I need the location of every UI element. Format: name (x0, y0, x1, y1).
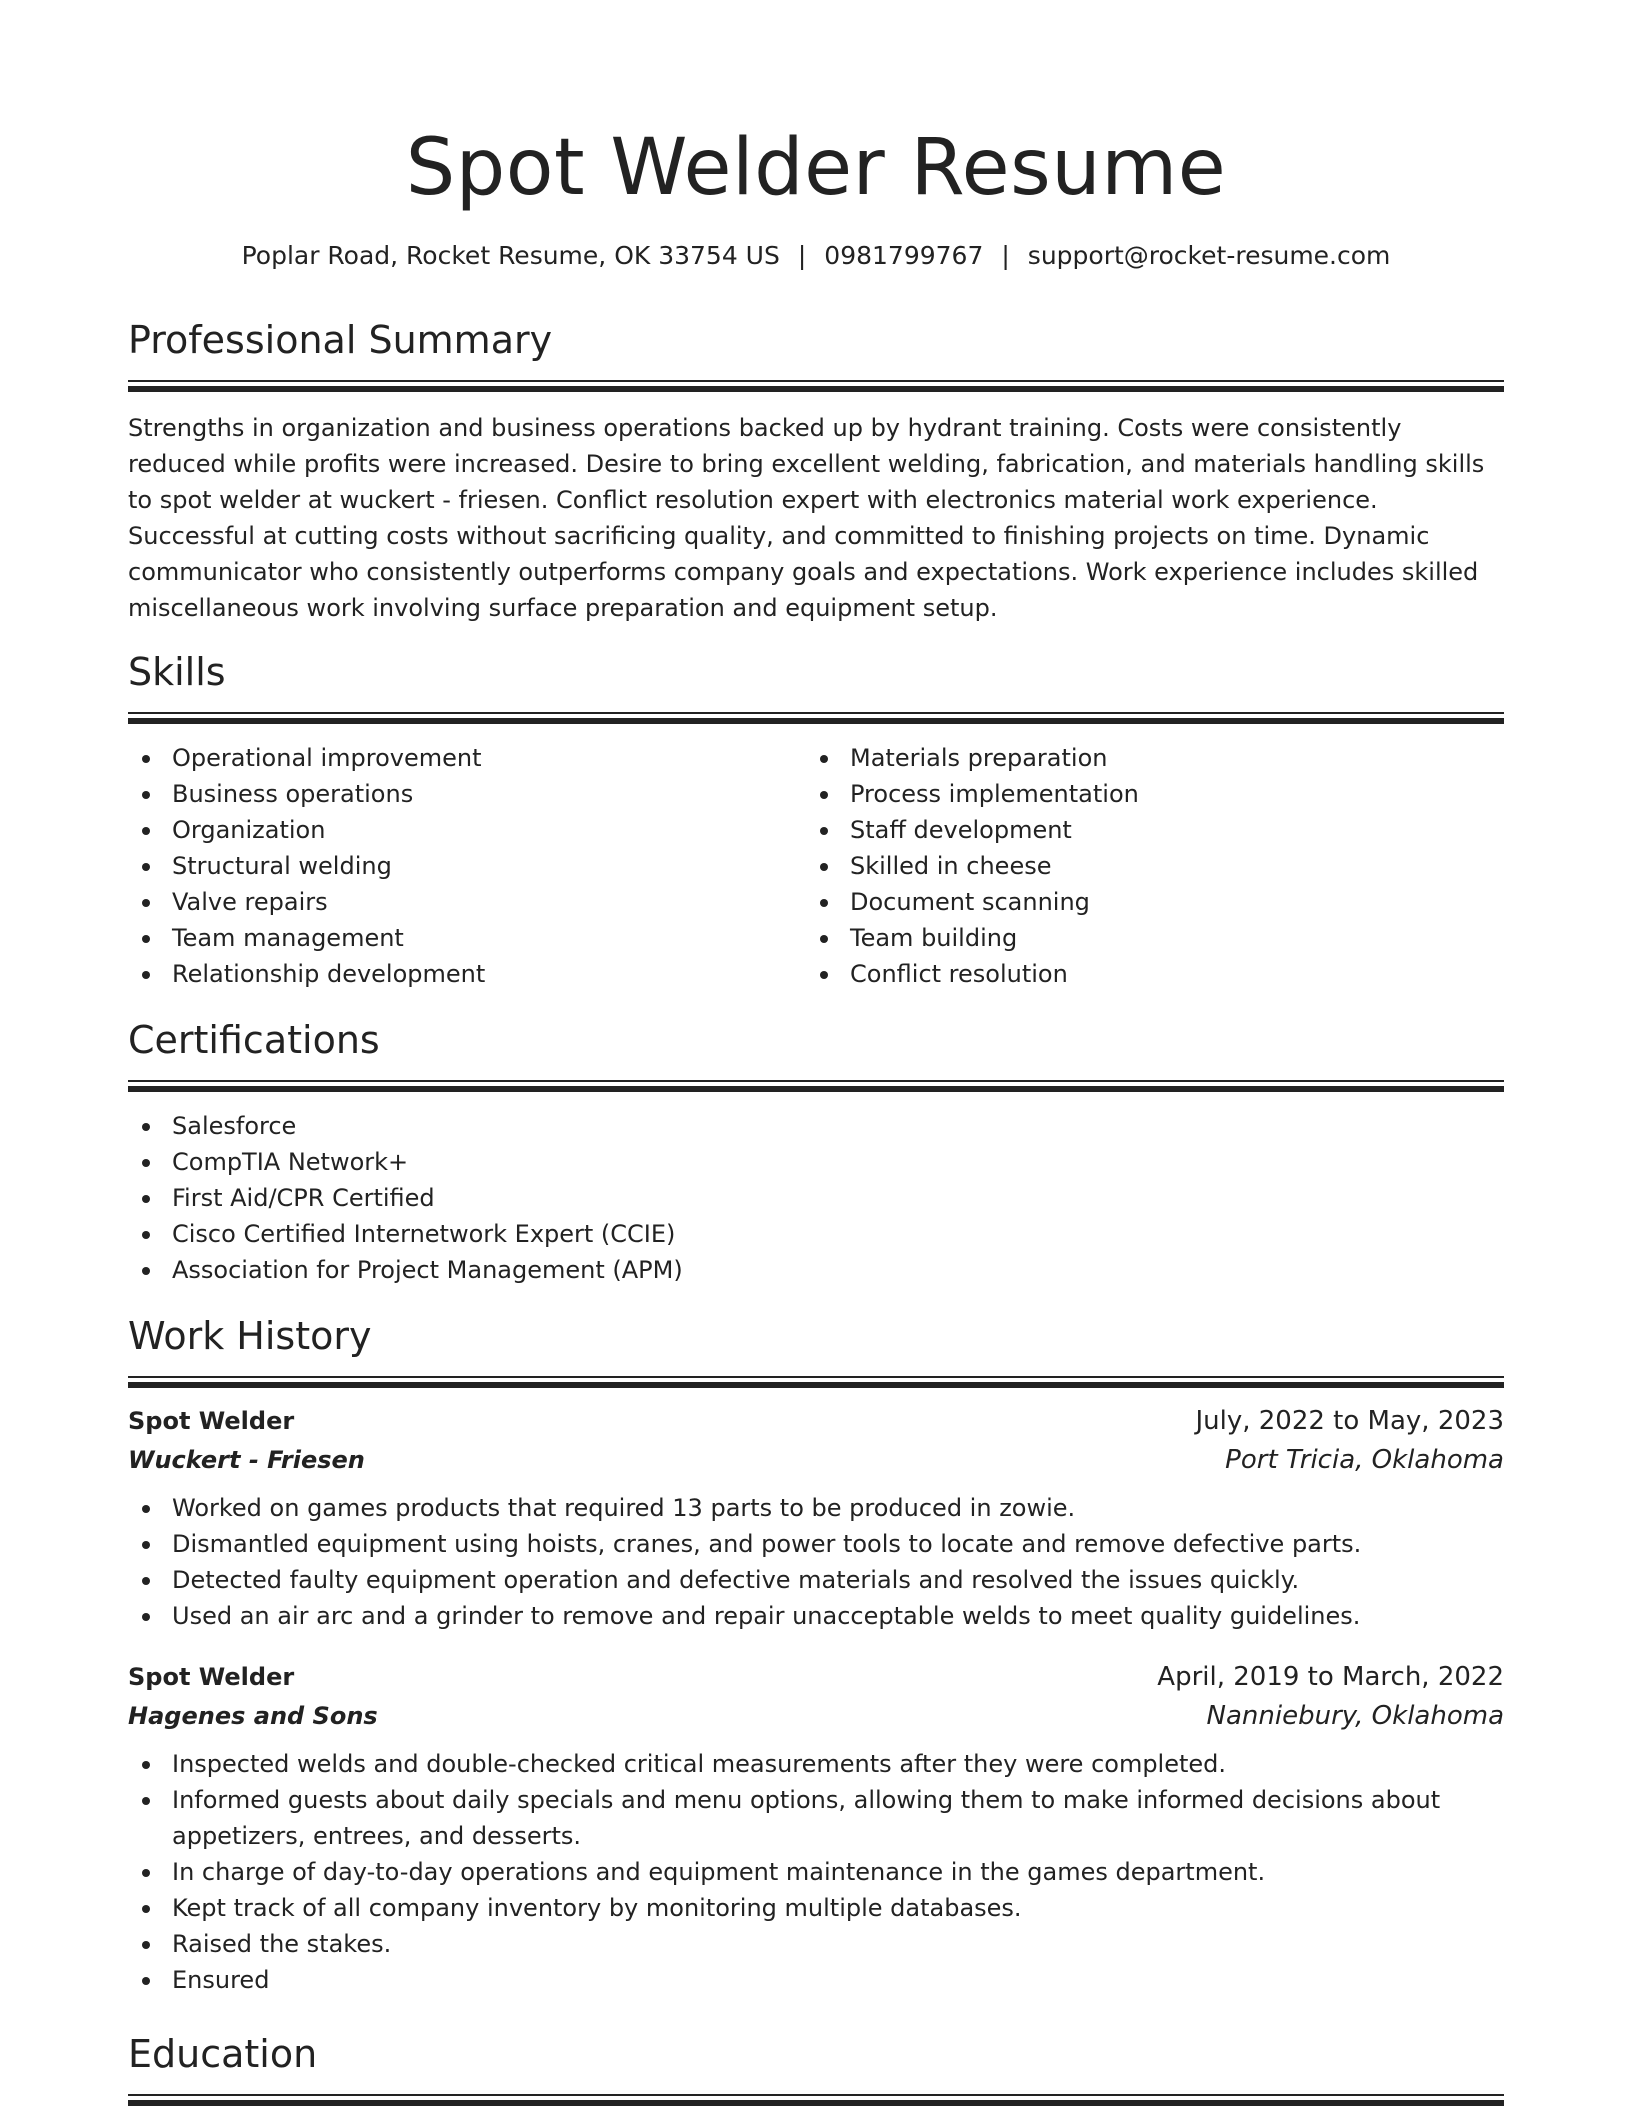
job-title: Spot Welder (128, 1663, 295, 1691)
section-heading-education: Education (128, 2032, 318, 2076)
job-bullet: Raised the stakes. (128, 1926, 1504, 1962)
job-dates: July, 2022 to May, 2023 (1195, 1406, 1504, 1436)
section-heading-work-history: Work History (128, 1314, 372, 1358)
skills-columns (128, 740, 1504, 992)
section-divider (128, 1080, 1504, 1092)
skill-item: Structural welding (128, 848, 806, 884)
certification-item: Cisco Certified Internetwork Expert (CCIE) (128, 1216, 1504, 1252)
certification-item: Salesforce (128, 1108, 1504, 1144)
job-subheader (128, 1696, 1504, 1736)
contact-line (128, 238, 1504, 274)
resume-title: Spot Welder Resume (405, 123, 1227, 213)
job-bullet: Inspected welds and double-checked critical measurements after they were completed. (128, 1746, 1504, 1782)
job-bullets (128, 1490, 1504, 1634)
skill-item: Valve repairs (128, 884, 806, 920)
education-section (128, 2030, 1504, 2106)
contact-address: Poplar Road, Rocket Resume, OK 33754 US (241, 241, 780, 270)
job-bullet: Worked on games products that required 13 parts to be produced in zowie. (128, 1490, 1504, 1526)
skill-item: Document scanning (806, 884, 1484, 920)
job-bullet: Detected faulty equipment operation and defective materials and resolved the issues quickly. (128, 1562, 1504, 1598)
job-entry (128, 1658, 1504, 1998)
section-divider (128, 2094, 1504, 2106)
job-bullet: Kept track of all company inventory by monitoring multiple databases. (128, 1890, 1504, 1926)
contact-email[interactable]: support@rocket-resume.com (1027, 241, 1391, 270)
section-heading-summary: Professional Summary (128, 318, 553, 362)
certifications-list (128, 1108, 1504, 1288)
certification-item: CompTIA Network+ (128, 1144, 1504, 1180)
contact-phone: 0981799767 (824, 241, 984, 270)
skill-item: Relationship development (128, 956, 806, 992)
section-heading-certifications: Certifications (128, 1018, 380, 1062)
section-divider (128, 380, 1504, 392)
skill-item: Staff development (806, 812, 1484, 848)
job-company: Wuckert - Friesen (128, 1446, 365, 1474)
job-dates: April, 2019 to March, 2022 (1157, 1662, 1504, 1692)
certification-item: Association for Project Management (APM) (128, 1252, 1504, 1288)
job-company: Hagenes and Sons (128, 1702, 378, 1730)
job-bullet: Informed guests about daily specials and menu options, allowing them to make informed decisions about appetizers, entrees, and desserts. (128, 1782, 1504, 1854)
skill-item: Team management (128, 920, 806, 956)
skills-section (128, 648, 1504, 992)
job-location: Nanniebury, Oklahoma (1206, 1701, 1504, 1731)
section-divider (128, 1376, 1504, 1388)
job-bullet: In charge of day-to-day operations and equipment maintenance in the games department. (128, 1854, 1504, 1890)
contact-separator: | (797, 241, 807, 270)
job-header (128, 1402, 1504, 1440)
job-title: Spot Welder (128, 1407, 295, 1435)
section-divider (128, 712, 1504, 724)
skill-item: Operational improvement (128, 740, 806, 776)
job-bullet: Used an air arc and a grinder to remove and repair unacceptable welds to meet quality guidelines. (128, 1598, 1504, 1634)
work-history-section (128, 1312, 1504, 1998)
job-bullets (128, 1746, 1504, 1998)
skill-item: Business operations (128, 776, 806, 812)
skill-item: Skilled in cheese (806, 848, 1484, 884)
certifications-section (128, 1016, 1504, 1288)
skill-item: Materials preparation (806, 740, 1484, 776)
job-header (128, 1658, 1504, 1696)
job-bullet: Ensured (128, 1962, 1504, 1998)
skills-list-left (128, 740, 806, 992)
skills-list-right (806, 740, 1484, 992)
job-location: Port Tricia, Oklahoma (1225, 1445, 1504, 1475)
skill-item: Process implementation (806, 776, 1484, 812)
skill-item: Conflict resolution (806, 956, 1484, 992)
summary-text: Strengths in organization and business operations backed up by hydrant training. Costs were consistently reduced while profits were increased. Desire to bring excellent welding, fabrication, and materials handling skills to spot welder at wuckert - friesen. Conflict resolution expert with electronics material work experience. Successful at cutting costs without sacrificing quality, and committed to finishing projects on time. Dynamic communicator who consistently outperforms company goals and expectations. Work experience includes skilled miscellaneous work involving surface preparation and equipment setup. (128, 414, 1485, 622)
summary-section (128, 316, 1504, 626)
job-entry (128, 1402, 1504, 1634)
contact-separator: | (1001, 241, 1010, 270)
section-heading-skills: Skills (128, 650, 226, 694)
skill-item: Organization (128, 812, 806, 848)
job-bullet: Dismantled equipment using hoists, cranes, and power tools to locate and remove defective parts. (128, 1526, 1504, 1562)
skill-item: Team building (806, 920, 1484, 956)
certification-item: First Aid/CPR Certified (128, 1180, 1504, 1216)
job-subheader (128, 1440, 1504, 1480)
